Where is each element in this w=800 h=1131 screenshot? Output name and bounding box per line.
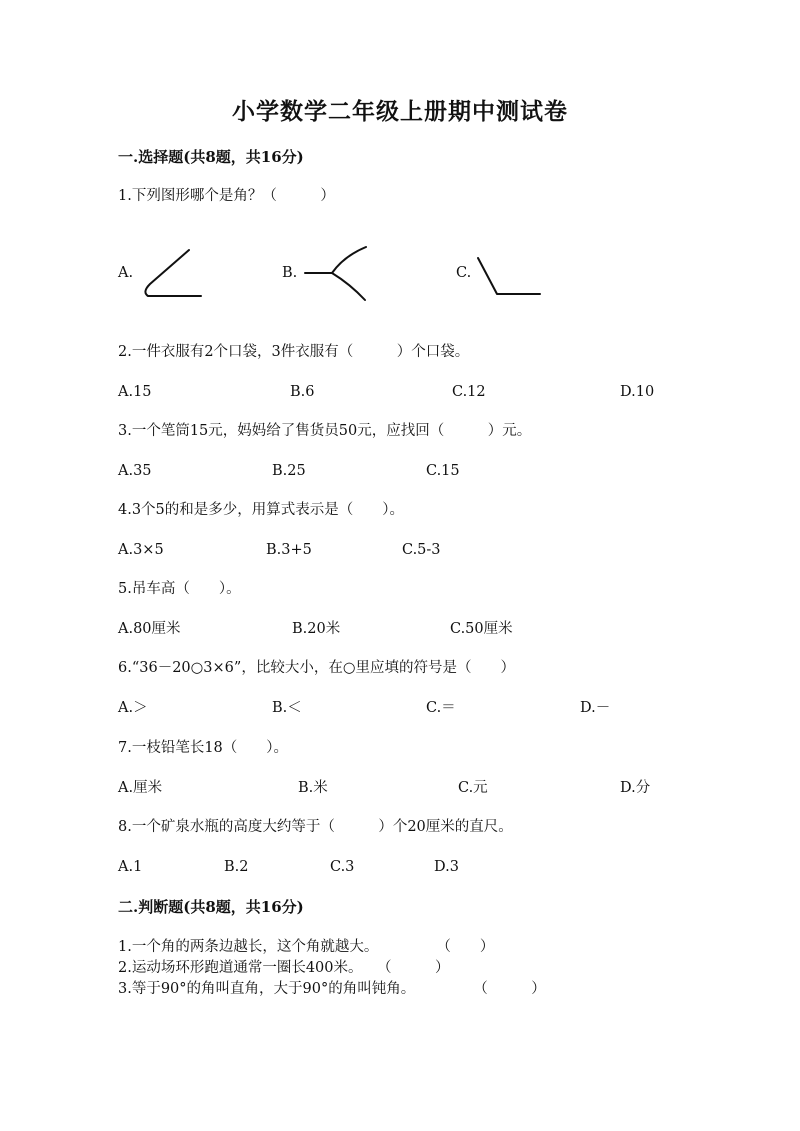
question-7-option-d: D.分 <box>620 780 651 796</box>
question-5-option-b: B.20米 <box>292 621 341 637</box>
question-3-option-a: A.35 <box>118 463 152 479</box>
question-6-option-d: D.－ <box>580 700 611 716</box>
question-8-option-a: A.1 <box>118 859 143 875</box>
question-2-option-c: C.12 <box>452 384 486 400</box>
question-7-option-c: C.元 <box>458 780 488 796</box>
question-7-option-b: B.米 <box>298 780 328 796</box>
judgment-item-1: 1.一个角的两条边越长，这个角就越大。 （ ） <box>118 939 495 955</box>
question-1-option-c: C. <box>456 265 472 281</box>
question-6: 6.“36－20○3×6”，比较大小，在○里应填的符号是（ ） <box>118 660 515 676</box>
question-3-option-b: B.25 <box>272 463 306 479</box>
question-6-option-a: A.＞ <box>118 700 148 716</box>
angle-figure-a <box>138 240 208 302</box>
question-4: 4.3个5的和是多少，用算式表示是（ ）。 <box>118 502 405 518</box>
section-2-heading: 二.判断题(共8题，共16分) <box>118 898 304 916</box>
judgment-item-3: 3.等于90°的角叫直角，大于90°的角叫钝角。 （ ） <box>118 981 546 997</box>
question-7-option-a: A.厘米 <box>118 780 163 796</box>
question-2-option-a: A.15 <box>118 384 152 400</box>
question-1-option-a: A. <box>118 265 134 281</box>
question-5-option-c: C.50厘米 <box>450 621 513 637</box>
question-8-option-d: D.3 <box>434 859 459 875</box>
question-3-option-c: C.15 <box>426 463 460 479</box>
angle-figure-c <box>470 250 550 302</box>
question-6-option-c: C.＝ <box>426 700 456 716</box>
question-5-option-a: A.80厘米 <box>118 621 181 637</box>
question-3: 3.一个笔筒15元，妈妈给了售货员50元，应找回（ ）元。 <box>118 423 532 439</box>
question-4-option-a: A.3×5 <box>118 542 164 558</box>
page-title: 小学数学二年级上册期中测试卷 <box>232 98 568 125</box>
question-7: 7.一枝铅笔长18（ ）。 <box>118 740 289 756</box>
section-1-heading: 一.选择题(共8题，共16分) <box>118 148 304 166</box>
question-8-option-b: B.2 <box>224 859 249 875</box>
question-4-option-c: C.5-3 <box>402 542 441 558</box>
question-1-option-b: B. <box>282 265 298 281</box>
question-5: 5.吊车高（ ）。 <box>118 581 241 597</box>
question-8: 8.一个矿泉水瓶的高度大约等于（ ）个20厘米的直尺。 <box>118 819 513 835</box>
question-2-option-b: B.6 <box>290 384 315 400</box>
curved-figure-b <box>300 240 375 304</box>
question-2-option-d: D.10 <box>620 384 655 400</box>
question-8-option-c: C.3 <box>330 859 355 875</box>
judgment-item-2: 2.运动场环形跑道通常一圈长400米。 （ ） <box>118 960 450 976</box>
question-6-option-b: B.＜ <box>272 700 302 716</box>
question-1: 1.下列图形哪个是角？（ ） <box>118 188 335 204</box>
question-4-option-b: B.3+5 <box>266 542 312 558</box>
question-2: 2.一件衣服有2个口袋，3件衣服有（ ）个口袋。 <box>118 344 470 360</box>
